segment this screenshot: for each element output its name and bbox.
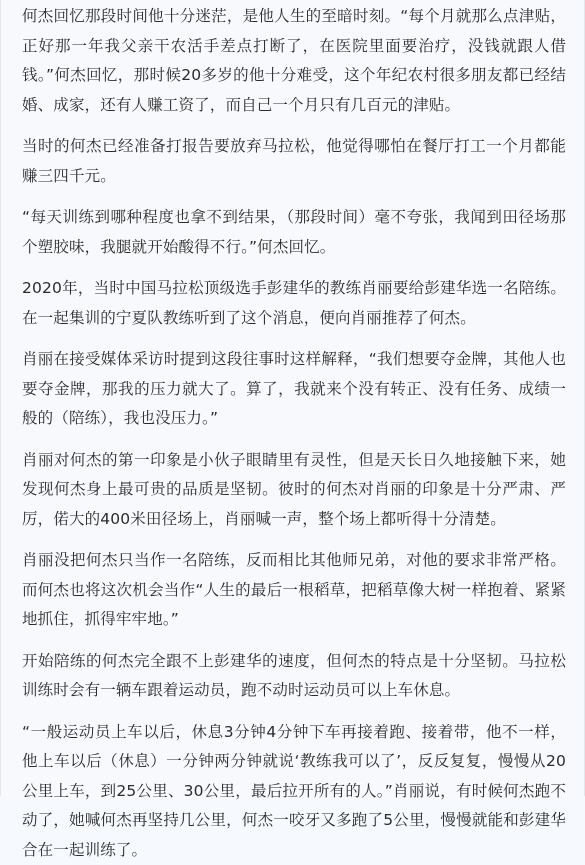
article-paragraph-9: “一般运动员上车以后，休息3分钟4分钟下车再接着跑、接着带，他不一样，他上车以后（休息）一分钟两分钟就说‘教练我可以了’，反反复复，慢慢从20公里上车，到25公里、30公里，最后拉开所有的人。”肖丽说，有时候何杰跑不动了，她喊何杰再坚持几公里，何杰一咬牙又多跑了5公里，慢慢就能和彭建华合在一起训练了。 (22, 718, 566, 865)
article-paragraph-4: 2020年，当时中国马拉松顶级选手彭建华的教练肖丽要给彭建华选一名陪练。在一起集训的宁夏队教练听到了这个消息，便向肖丽推荐了何杰。 (22, 274, 566, 333)
article-paragraph-8: 开始陪练的何杰完全跟不上彭建华的速度，但何杰的特点是十分坚韧。马拉松训练时会有一辆车跟着运动员，跑不动时运动员可以上车休息。 (22, 647, 566, 706)
article-paragraph-5: 肖丽在接受媒体采访时提到这段往事时这样解释，“我们想要夺金牌，其他人也要夺金牌，那我的压力就大了。算了，我就来个没有转正、没有任务、成绩一般的（陪练），我也没压力。” (22, 345, 566, 434)
article-paragraph-2: 当时的何杰已经准备打报告要放弃马拉松，他觉得哪怕在餐厅打工一个月都能赚三四千元。 (22, 132, 566, 191)
article-paragraph-6: 肖丽对何杰的第一印象是小伙子眼睛里有灵性，但是天长日久地接触下来，她发现何杰身上最可贵的品质是坚韧。彼时的何杰对肖丽的印象是十分严肃、严厉，偌大的400米田径场上，肖丽喊一声，整个场上都听得十分清楚。 (22, 446, 566, 535)
article-paragraph-1: 何杰回忆那段时间他十分迷茫，是他人生的至暗时刻。“每个月就那么点津贴，正好那一年我父亲干农活手差点打断了，在医院里面要治疗，没钱就跟人借钱。”何杰回忆，那时候20多岁的他十分难受，这个年纪农村很多朋友都已经结婚、成家，还有人赚工资了，而自己一个月只有几百元的津贴。 (22, 2, 566, 120)
article-paragraph-3: “每天训练到哪种程度也拿不到结果，（那段时间）毫不夸张，我闻到田径场那个塑胶味，我腿就开始酸得不行。”何杰回忆。 (22, 203, 566, 262)
article-paragraph-7: 肖丽没把何杰只当作一名陪练，反而相比其他师兄弟，对他的要求非常严格。而何杰也将这次机会当作“人生的最后一根稻草，把稻草像大树一样抱着、紧紧地抓住，抓得牢牢地。” (22, 546, 566, 635)
